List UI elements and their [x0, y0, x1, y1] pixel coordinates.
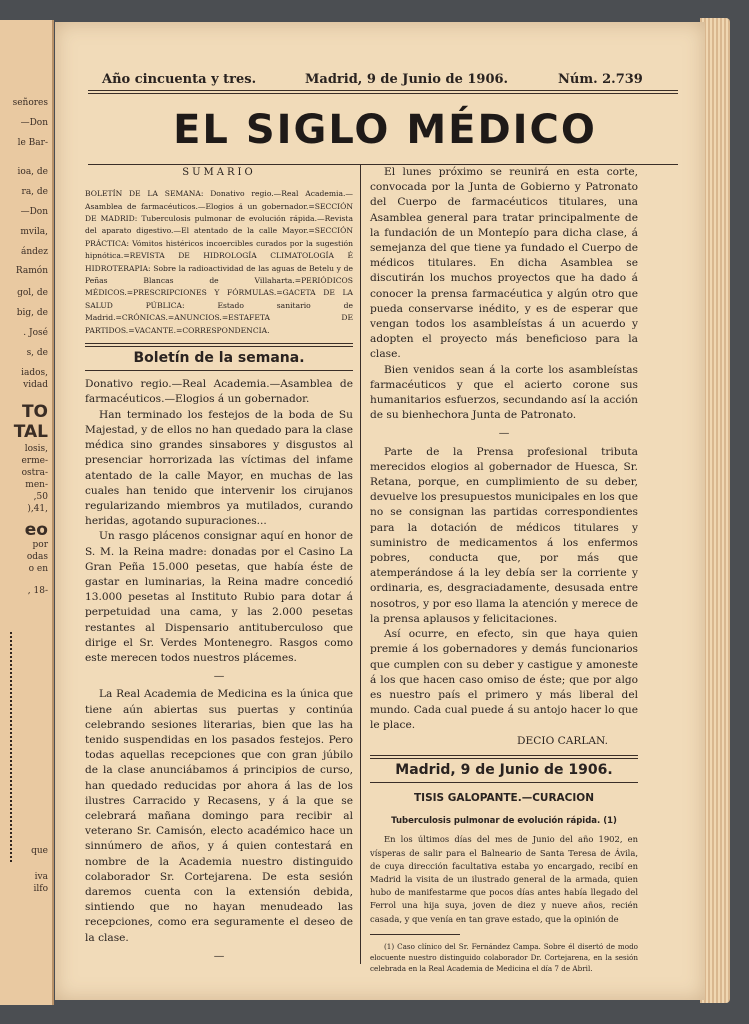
left-fragment: , 18- — [27, 586, 48, 596]
left-fragment: TAL — [13, 422, 48, 442]
article-text: En los últimos días del mes de Junio del año 1902, en vísperas de salir para el Balneario de Santa Teresa de Ávila, de cuya dirección facultativa estaba yo encargado, recibí en Madrid la visita de un ilustrado general de la armada, quien hubo de manifestarme que pocos días antes había llegado del Ferrol una hija suya, joven de diez y nueve años, recién casada, y que venía en tan grave estado, que la opinión de — [370, 834, 638, 924]
left-fragment: señores — [12, 98, 48, 108]
paragraph: Bien venidos sean á la corte los asambleístas farmacéuticos y que el acierto corone sus humanitarios esfuerzos, secundando así la acción de su bienhechora Junta de Patronato. — [370, 363, 638, 422]
section-rule — [85, 370, 353, 371]
left-fragment: —Don — [20, 207, 48, 217]
dash-separator: — — [213, 670, 225, 683]
left-fragment: ández — [21, 247, 48, 257]
right-column — [370, 165, 638, 974]
sumario-heading: SUMARIO — [182, 167, 256, 178]
dash-separator: — — [498, 427, 510, 440]
left-fragment: ra, de — [21, 187, 48, 197]
left-fragment: big, de — [16, 308, 48, 318]
left-fragment: por — [32, 540, 48, 550]
paragraph: El lunes próximo se reunirá en esta corte, convocada por la Junta de Gobierno y Patronato del Cuerpo de farmacéuticos titulares, una Asamblea general para tratar principalmente de la fundación de un Montepío para dicha clase, á semejanza del que tiene ya fundado el Cuerpo de médicos titulares. En dicha Asamblea se discutirán los muchos proyectos que ha dado á conocer la prensa farmacéutica y algún otro que pueda conservarse inédito, y es de esperar que vengan todos los asambleístas á un acuerdo y adopten el proyecto más beneficioso para la clase. — [370, 166, 638, 361]
left-page-edge — [0, 20, 54, 1005]
header-rule — [88, 93, 678, 94]
left-fragment: ilfo — [33, 884, 48, 894]
left-column — [85, 165, 353, 967]
signature: DECIO CARLAN. — [517, 734, 608, 747]
sumario-text: BOLETÍN DE LA SEMANA: Donativo regio.—Real Academia.—Asamblea de farmacéuticos.—Elogios á un gobernador.=SECCIÓN DE MADRID: Tuberculosis pulmonar de evolución rápida.—Revista del aparato digestivo.—El atentado de la calle Mayor.=SECCIÓN PRÁCTICA: Vómitos histéricos incoercibles curados por la sugestión hipnótica.=REVISTA DE HIDROLOGÍA CLIMATOLOGÍA É HIDROTERAPIA: Sobre la radioactividad de las aguas de Betelu y de Peñas Blancas de Villaharta.=PERIÓDICOS MÉDICOS.=PRESCRIPCIONES Y FÓRMULAS.=GACETA DE LA SALUD PÚBLICA: Estado sanitario de Madrid.=CRÓNICAS.=ANUNCIOS.=ESTAFETA DE PARTIDOS.=VACANTE.=CORRESPONDENCIA. — [85, 189, 353, 335]
left-fragment: ,50 — [33, 492, 48, 502]
newspaper-page — [55, 22, 705, 1000]
left-fragment: le Bar- — [17, 138, 48, 148]
left-fragment: TO — [21, 402, 48, 422]
dash-separator: — — [213, 949, 225, 962]
paragraph: La Real Academia de Medicina es la única que tiene aún abiertas sus puertas y continúa celebrando sesiones literarias, bien que las ha tenido suspendidas en los pasados festejos. Pero todas aquellas recepciones que con gran júbilo de la clase anunciábamos á principios de curso, han quedado reducidas por ahora á las de los ilustres Carracido y Recasens, y á la que se celebrará mañana domingo para recibir al veterano Sr. Camisón, electo académico hace un sinnúmero de años, y á quien contestará en nombre de la Academia nuestro distinguido colaborador Sr. Cortejarena. De esta sesión daremos cuenta con la extensión debida, sintiendo que no hayan menudeado las recepciones, como era seguramente el deseo de la clase. — [85, 688, 353, 944]
section-rule — [370, 782, 638, 783]
page-title: EL SIGLO MÉDICO — [173, 107, 597, 153]
article-title: Tuberculosis pulmonar de evolución rápida. (1) — [391, 816, 617, 827]
paragraph: Parte de la Prensa profesional tributa merecidos elogios al gobernador de Huesca, Sr. Retana, porque, en cumplimiento de su deber, devuelve los presupuestos municipales en los que no se consignan las partidas correspondientes para la dotación de médicos titulares y suministro de medicamentos á los enfermos pobres, conducta que, por más que atemperándose á la ley debía ser la corriente y ordinaria, es, desgraciadamente, desusada entre nosotros, y por eso llama la atención y merece de la prensa aplausos y felicitaciones. — [370, 445, 638, 625]
left-fragment: que — [31, 846, 48, 856]
boletin-heading: Boletín de la semana. — [133, 350, 305, 367]
left-fragment: losis, — [24, 444, 48, 454]
left-fragment: vidad — [23, 380, 48, 390]
left-fragment: erme- — [21, 456, 48, 466]
left-fragment: iados, — [21, 368, 48, 378]
left-fragment: men- — [25, 480, 48, 490]
header-year: Año cincuenta y tres. — [102, 72, 257, 87]
left-fragment: iva — [34, 872, 48, 882]
left-fragment: s, de — [26, 348, 48, 358]
left-fragment: ioa, de — [17, 167, 48, 177]
column-divider — [360, 164, 361, 964]
section-rule — [370, 755, 638, 759]
header-rule — [88, 90, 678, 91]
boletin-subtitle: Donativo regio.—Real Academia.—Asamblea de farmacéuticos.—Elogios á un gobernador. — [85, 378, 353, 406]
left-fragment: —Don — [20, 118, 48, 128]
left-fragment: ostra- — [21, 468, 48, 478]
left-fragment: eo — [24, 520, 48, 540]
footnote: (1) Caso clínico del Sr. Fernández Campa. Sobre él disertó de modo elocuente nuestro distinguido colaborador Dr. Cortejarena, en la sesión celebrada en la Real Academia de Medicina el día 7 de Abril. — [370, 941, 638, 973]
paragraph: Han terminado los festejos de la boda de Su Majestad, y de ellos no han quedado para la clase médica sino grandes sinsabores y disgustos al presenciar horrorizada las víctimas del infame atentado de la calle Mayor, en muchas de las cuales han tenido que intervenir los cirujanos regularizando miembros ya mutilados, curando heridas, agotando supuraciones... — [85, 408, 353, 528]
paragraph: Así ocurre, en efecto, sin que haya quien premie á los gobernadores y demás funcionarios que cumplen con su deber y castigue y amoneste á los que hacen caso omiso de éste; que por algo es nuestro país el primero y más liberal del mundo. Cada cual puede á su antojo hacer lo que le place. — [370, 628, 638, 732]
left-fragment: odas — [26, 552, 48, 562]
left-fragment: . José — [23, 328, 48, 338]
left-fragment: ),41, — [27, 504, 48, 514]
header-date: Madrid, 9 de Junio de 1906. — [305, 72, 509, 87]
footnote-rule — [370, 934, 460, 935]
left-fragment: mvila, — [20, 227, 48, 237]
paragraph: Un rasgo plácenos consignar aquí en honor de S. M. la Reina madre: donadas por el Casino La Gran Peña 15.000 pesetas, que había éste de gastar en luminarias, la Reina madre concedió 13.000 pesetas al Instituto Rubio para dotar á perpetuidad una cama, y las 2.000 pesetas restantes al Dispensario antituberculoso que dirige el Sr. Verdes Montenegro. Rasgos como este merecen todos nuestros plácemes. — [85, 530, 353, 664]
madrid-heading: Madrid, 9 de Junio de 1906. — [395, 761, 613, 778]
decorative-border — [0, 632, 12, 862]
header-number: Núm. 2.739 — [558, 72, 643, 87]
left-fragment: o en — [28, 564, 48, 574]
left-fragment: Ramón — [15, 266, 48, 276]
section-rule — [85, 343, 353, 347]
left-fragment: gol, de — [17, 288, 48, 298]
article-subheading: TISIS GALOPANTE.—CURACION — [414, 791, 594, 804]
